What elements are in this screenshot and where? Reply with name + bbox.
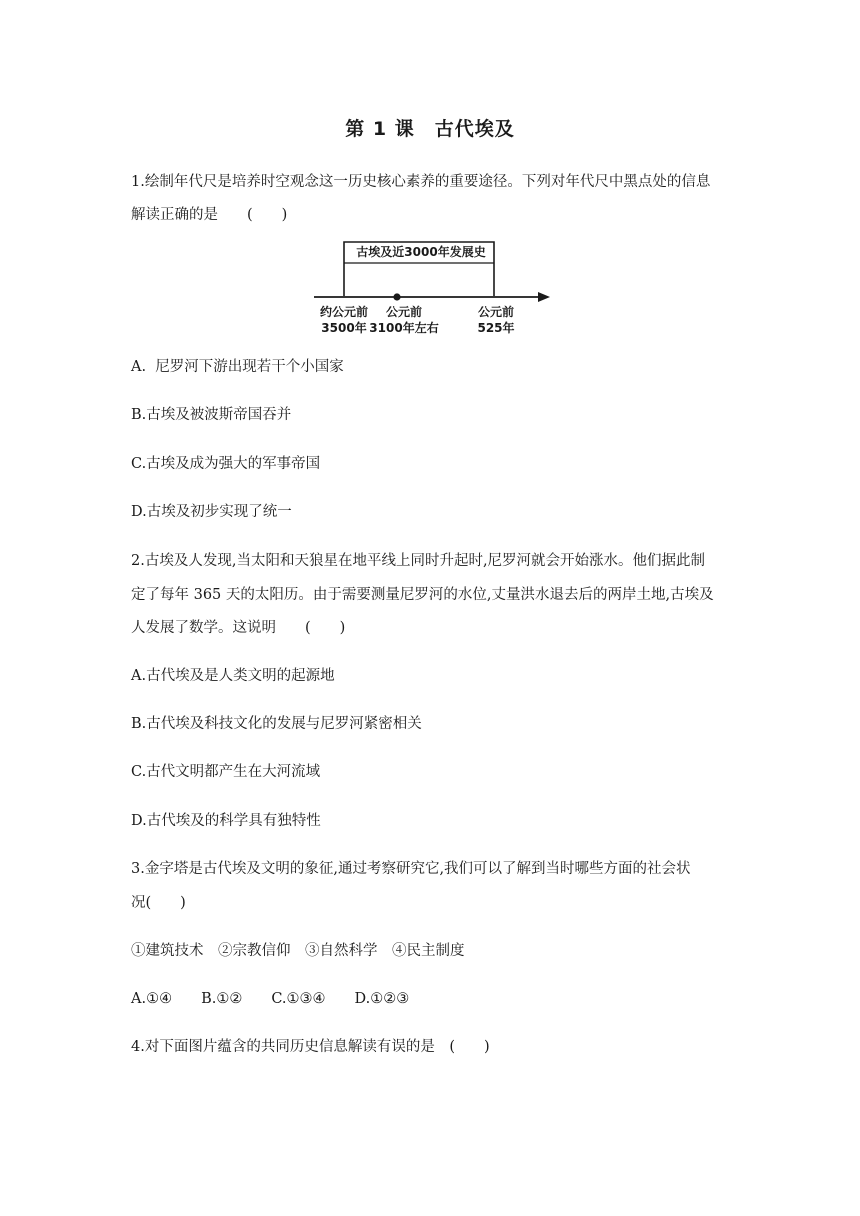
q2-stem-line-1: 2.古埃及人发现,当太阳和天狼星在地平线上同时升起时,尼罗河就会开始涨水。他们据此制 [131,553,706,569]
q1-option-b[interactable]: B.古埃及被波斯帝国吞并 [131,407,292,423]
q2-option-a[interactable]: A.古代埃及是人类文明的起源地 [131,668,335,684]
q3-stem-line-2: 况( ) [131,895,186,911]
tick-3-line1: 公元前 [477,305,515,319]
q2-option-c[interactable]: C.古代文明都产生在大河流域 [131,764,321,780]
q3-items-line: ①建筑技术 ②宗教信仰 ③自然科学 ④民主制度 [131,943,465,959]
q1-stem-line-1: 1.绘制年代尺是培养时空观念这一历史核心素养的重要途径。下列对年代尺中黑点处的信息 [131,174,711,190]
tick-2-line2: 3100年左右 [369,321,439,335]
q2-stem-line-3: 人发展了数学。这说明 ( ) [131,620,346,636]
q2-option-d[interactable]: D.古代埃及的科学具有独特性 [131,813,321,829]
page-title: 第 1 课 古代埃及 [345,118,515,140]
q1-option-c[interactable]: C.古埃及成为强大的军事帝国 [131,456,321,472]
tick-1-line1: 约公元前 [319,305,369,319]
q1-option-d[interactable]: D.古埃及初步实现了统一 [131,504,292,520]
timeline-bracket-label: 古埃及近3000年发展史 [356,245,486,259]
tick-1-line2: 3500年 [321,321,367,335]
q3-stem-line-1: 3.金字塔是古代埃及文明的象征,通过考察研究它,我们可以了解到当时哪些方面的社会状 [131,861,691,877]
q4-stem-line-1: 4.对下面图片蕴含的共同历史信息解读有误的是 ( ) [131,1039,490,1055]
timeline-arrow [538,292,550,302]
q1-stem-line-2: 解读正确的是 ( ) [131,207,288,223]
q1-option-a[interactable]: A. 尼罗河下游出现若干个小国家 [131,359,344,375]
tick-2-line1: 公元前 [385,305,423,319]
q2-option-b[interactable]: B.古代埃及科技文化的发展与尼罗河紧密相关 [131,716,422,732]
timeline-black-dot [393,293,400,300]
q3-options-line[interactable]: A.①④ B.①② C.①③④ D.①②③ [131,991,410,1007]
q2-stem-line-2: 定了每年 365 天的太阳历。由于需要测量尼罗河的水位,丈量洪水退去后的两岸土地,古埃及 [131,587,714,603]
tick-3-line2: 525年 [477,321,515,335]
timeline-figure [300,238,560,343]
